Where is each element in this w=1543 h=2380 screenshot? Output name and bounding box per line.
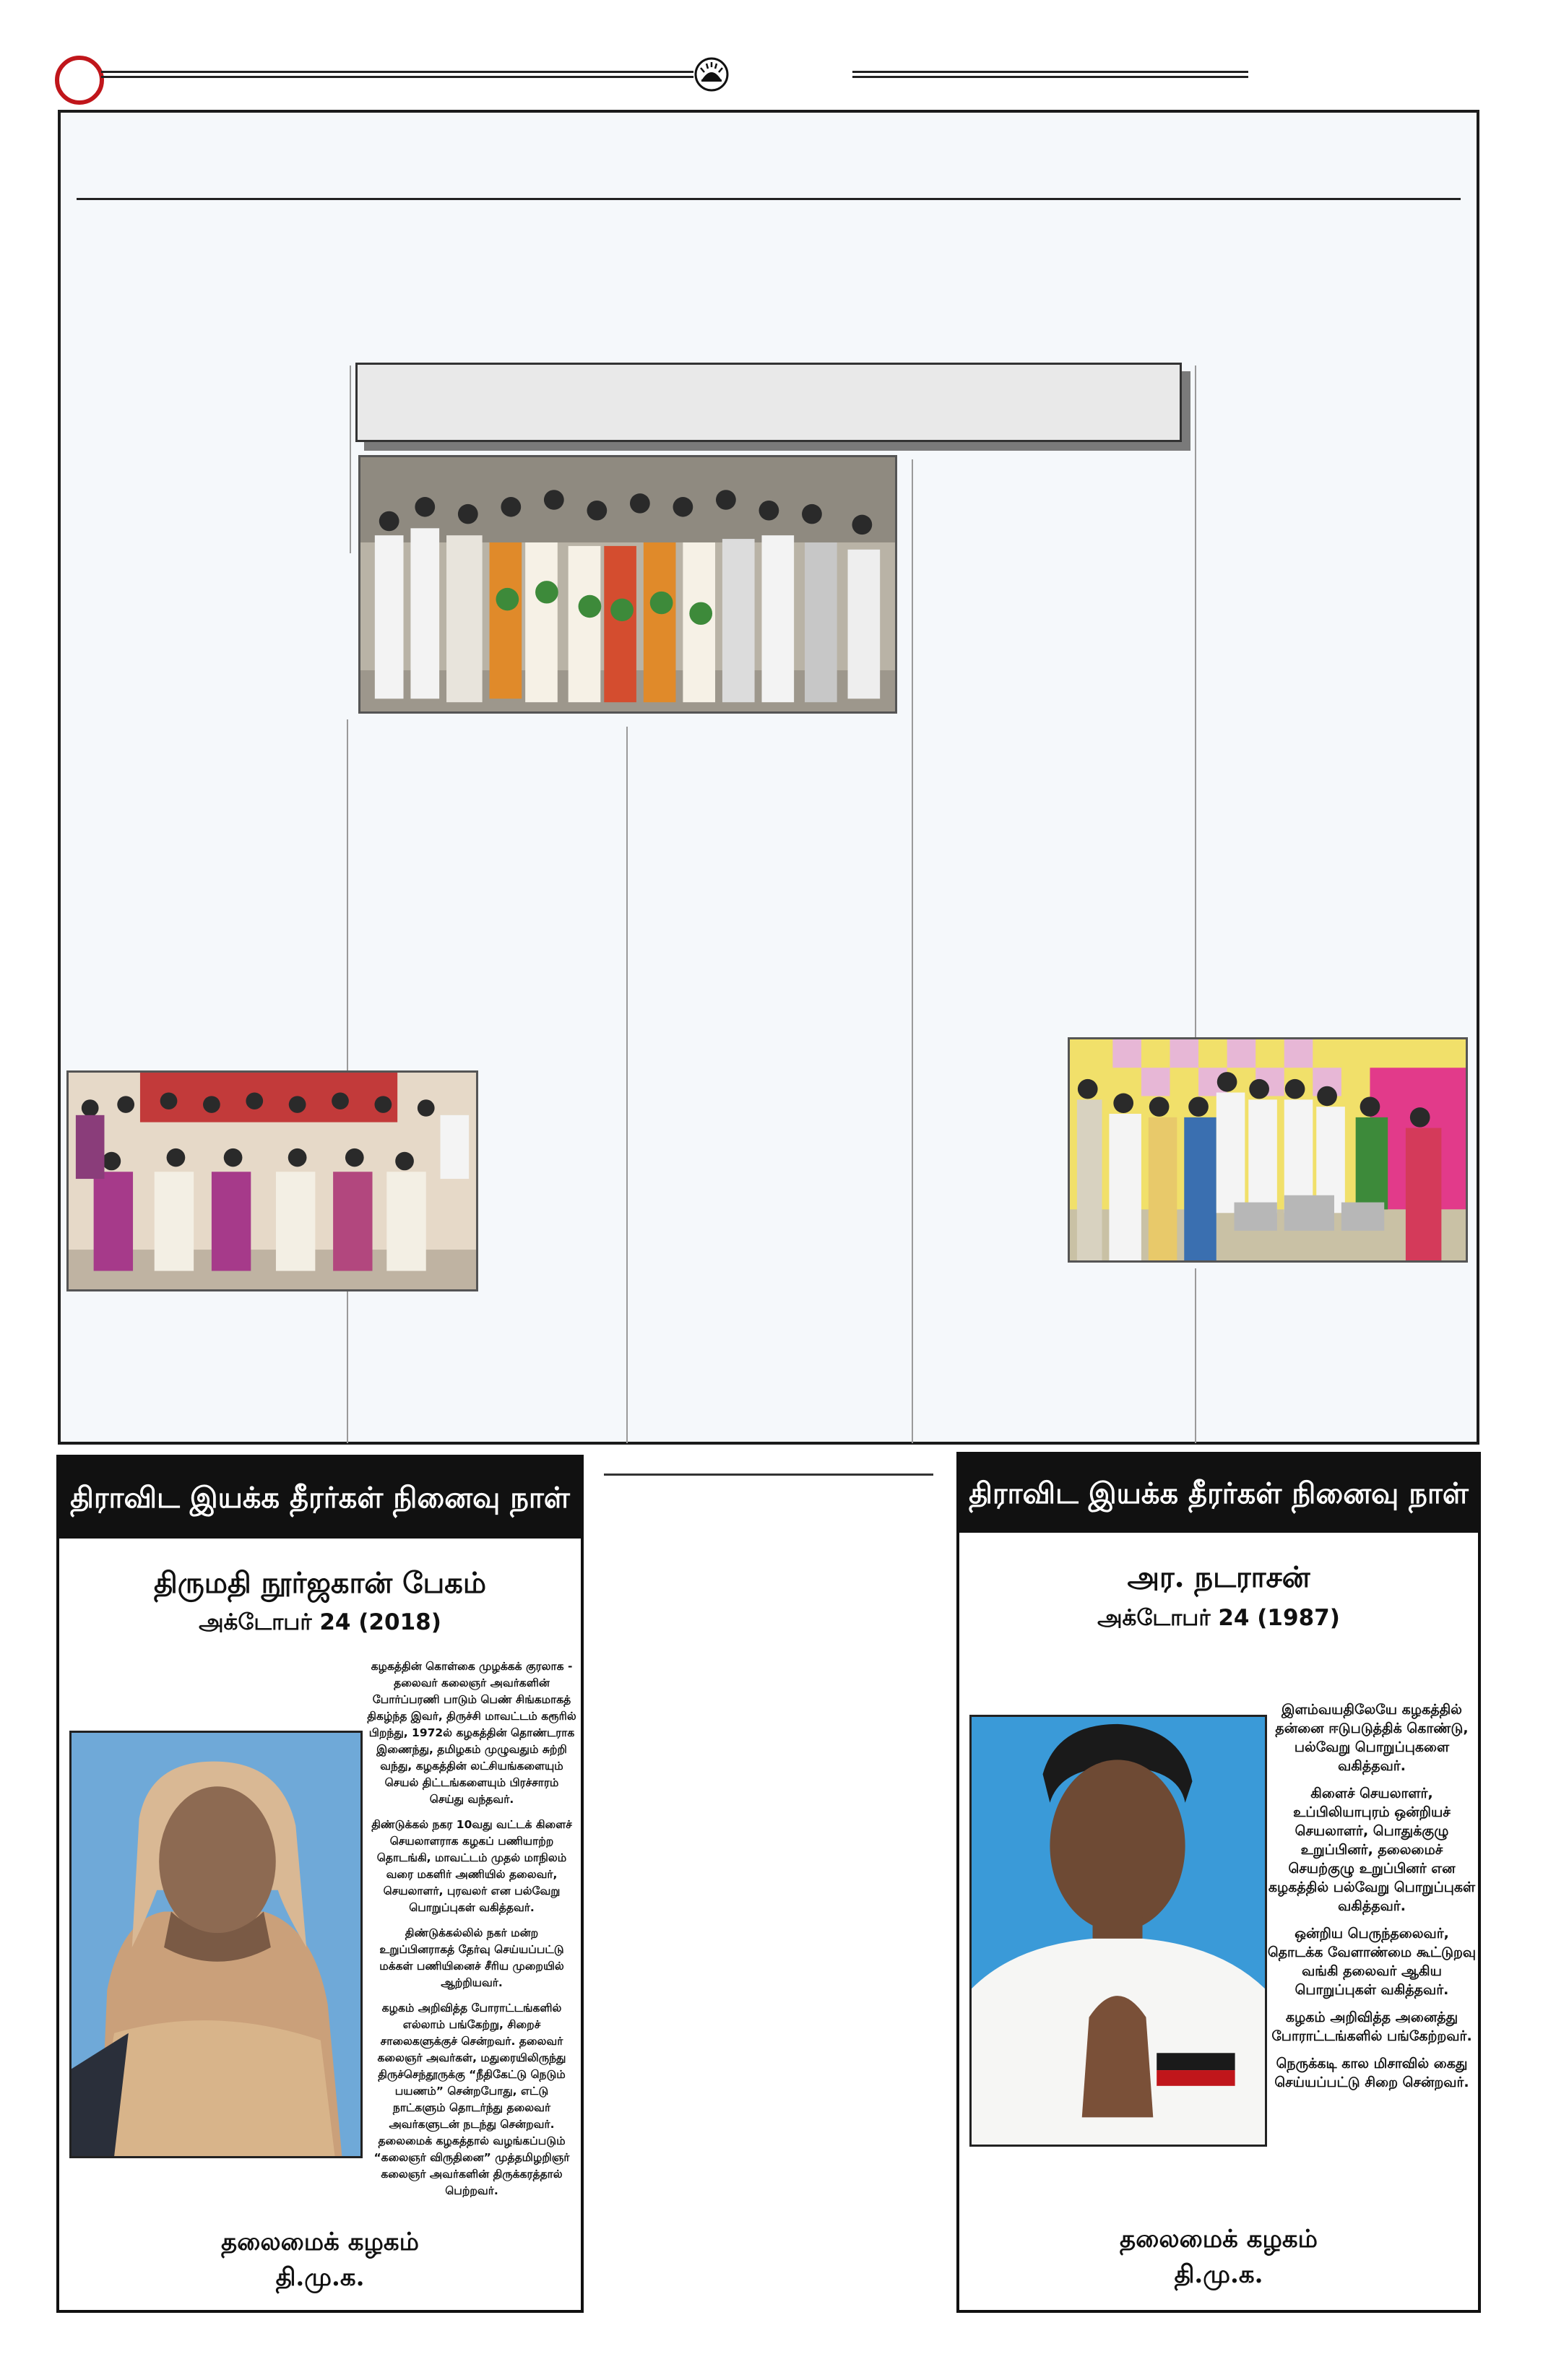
memorial-paragraph: இளம்வயதிலேயே கழகத்தில் தன்னை ஈடுபடுத்திக் கொண்டு, பல்வேறு பொறுப்புகளை வகித்தவர். — [1275, 1702, 1469, 1774]
memorial-box-natarajan — [956, 1452, 1481, 2313]
column-divider — [347, 1290, 348, 1443]
memorial-biography — [367, 1658, 576, 2208]
memorial-date: அக்டோபர் 24 (2018) — [199, 1609, 441, 1635]
memorial-banner: திராவிட இயக்க தீரர்கள் நினைவு நாள் — [59, 1458, 581, 1539]
column-divider — [626, 727, 628, 1443]
memorial-paragraph: ஒன்றிய பெருந்தலைவர், தொடக்க வேளாண்மை கூட்டுறவு வங்கி தலைவர் ஆகிய பொறுப்புகள் வகித்தவர். — [1267, 1926, 1477, 1998]
memorial-portrait-photo — [69, 1731, 363, 2158]
header-rule-left — [101, 71, 693, 78]
headline-box — [355, 363, 1182, 442]
signature-org: தலைமைக் கழகம் — [221, 2228, 419, 2256]
memorial-banner: திராவிட இயக்க தீரர்கள் நினைவு நாள் — [959, 1455, 1478, 1533]
memorial-box-nurjahan — [56, 1455, 584, 2313]
column-divider — [1195, 365, 1196, 1146]
memorial-signature — [59, 2225, 581, 2296]
column-divider — [912, 459, 913, 1443]
memorial-paragraph: கழகம் அறிவித்த போராட்டங்களில் எல்லாம் பங்கேற்று, சிறைச் சாலைகளுக்குச் சென்றவர். தலைவர் கலைஞர் அவர்கள், மதுரையிலிருந்து திருச்செந்தூருக்கு “நீதிகேட்டு நெடும் பயணம்” சென்றபோது, எட்டு நாட்களும் தொடர்ந்து தலைவர் அவர்களுடன் நடந்து சென்றவர். தலைமைக் கழகத்தால் வழங்கப்படும் “கலைஞர் விருதினை” முத்தமிழறிஞர் கலைஞர் அவர்களின் திருக்கரத்தால் பெற்றவர். — [373, 2002, 570, 2197]
memorial-paragraph: திண்டுக்கல்லில் நகர் மன்ற உறுப்பினராகத் தேர்வு செய்யப்பட்டு மக்கள் பணியினைச் சீரிய முறையில் ஆற்றியவர். — [379, 1926, 564, 1989]
section-divider — [604, 1474, 933, 1476]
signature-party: தி.மு.க. — [275, 2263, 365, 2293]
column-divider — [350, 365, 351, 553]
header-rule-right — [852, 71, 1248, 78]
memorial-paragraph: கழகத்தின் கொள்கை முழக்கக் குரலாக - தலைவர் கலைஞர் அவர்களின் போர்ப்பரணி பாடும் பெண் சிங்கமாகத் திகழ்ந்த இவர், திருச்சி மாவட்டம் கரூரில் பிறந்து, 1972ல் கழகத்தின் தொண்டராக இணைந்து, தமிழகம் முழுவதும் சுற்றி வந்து, கழகத்தின் லட்சியங்களையும் செயல் திட்டங்களையும் பிரச்சாரம் செய்து வந்தவர். — [367, 1660, 576, 1806]
memorial-paragraph: நெருக்கடி கால மிசாவில் கைது செய்யப்பட்டு சிறை சென்றவர். — [1274, 2056, 1469, 2090]
memorial-name: திருமதி நூர்ஜகான் பேகம் — [153, 1566, 487, 1600]
party-logo — [55, 56, 104, 105]
memorial-biography — [1267, 1700, 1477, 2100]
memorial-signature — [959, 2222, 1478, 2293]
wedding-group-photo — [358, 455, 897, 714]
signature-party: தி.மு.க. — [1174, 2260, 1263, 2290]
column-divider — [1195, 1268, 1196, 1443]
gift-distribution-photo — [1068, 1037, 1468, 1263]
memorial-name: அர. நடராசன் — [1127, 1560, 1310, 1594]
memorial-paragraph: திண்டுக்கல் நகர 10வது வட்டக் கிளைச் செயலாளராக கழகப் பணியாற்ற தொடங்கி, மாவட்டம் முதல் மாநிலம் வரை மகளிர் அணியில் தலைவர், செயலாளர், புரவலர் என பல்வேறு பொறுப்புகள் வகித்தவர். — [371, 1818, 572, 1914]
wedding-couples-seated-photo — [66, 1070, 478, 1291]
rising-sun-emblem-icon — [693, 56, 730, 92]
signature-org: தலைமைக் கழகம் — [1120, 2225, 1318, 2254]
memorial-paragraph: கழகம் அறிவித்த அனைத்து போராட்டங்களில் பங்கேற்றவர். — [1271, 2009, 1472, 2044]
memorial-portrait-photo — [969, 1715, 1267, 2147]
panel-top-rule — [77, 198, 1461, 200]
memorial-paragraph: கிளைச் செயலாளர், உப்பிலியாபுரம் ஒன்றியச் செயலாளர், பொதுக்குழு உறுப்பினர், தலைமைச் செயற்குழு உறுப்பினர் என கழகத்தில் பல்வேறு பொறுப்புகள் வகித்தவர். — [1268, 1786, 1476, 1914]
memorial-date: அக்டோபர் 24 (1987) — [1097, 1605, 1340, 1631]
